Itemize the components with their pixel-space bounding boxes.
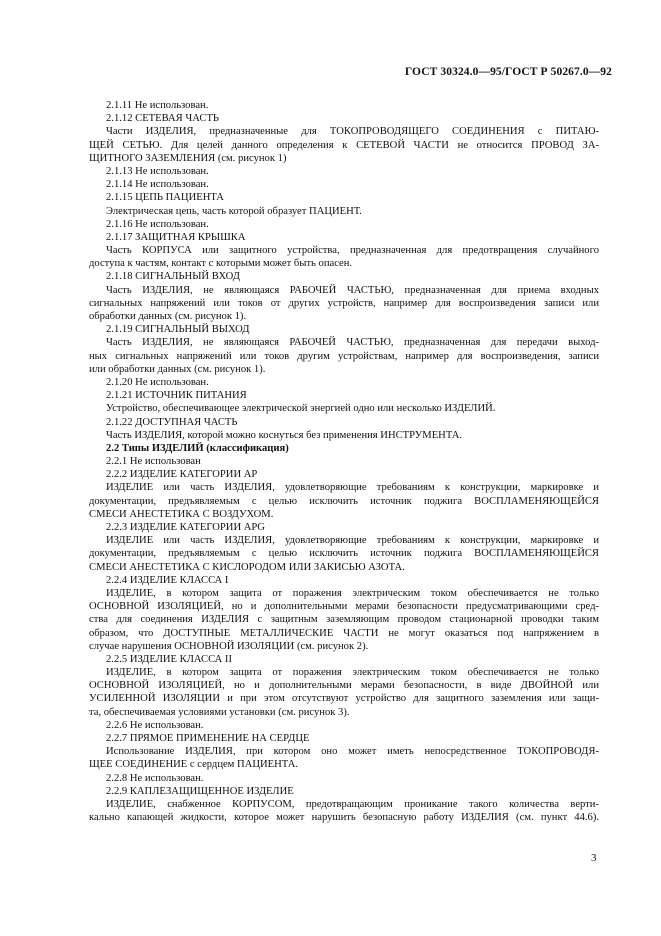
- text-line: ИЗДЕЛИЕ, снабженное КОРПУСОМ, предотвращающим проникание такого количества верти-: [106, 798, 599, 810]
- text-line: обработки данных (см. рисунок 1).: [89, 311, 247, 322]
- text-line: ИЗДЕЛИЕ, в котором защита от поражения электрическим током обеспечивается не только: [106, 587, 599, 599]
- text-line: ОСНОВНОЙ ИЗОЛЯЦИЕЙ, но и дополнительными мерами безопасности предусматривающими сред-: [89, 601, 599, 613]
- text-line: кально капающей жидкости, которое может нарушить безопасную работу ИЗДЕЛИЯ (см. пункт 44.6).: [89, 812, 599, 824]
- text-line: Часть ИЗДЕЛИЯ, не являющаяся РАБОЧЕЙ ЧАСТЬЮ, предназначенная для приема входных: [106, 284, 599, 296]
- text-line: Части ИЗДЕЛИЯ, предназначенные для ТОКОПРОВОДЯЩЕГО СОЕДИНЕНИЯ с ПИТАЮ-: [106, 126, 599, 138]
- text-line: или обработки данных (см. рисунок 1).: [89, 363, 266, 375]
- text-line: 2.1.20 Не использован.: [106, 376, 209, 388]
- text-line: ИЗДЕЛИЕ или часть ИЗДЕЛИЯ, удовлетворяющие требованиям к конструкции, маркировке и: [106, 482, 599, 494]
- text-line: Часть ИЗДЕЛИЯ, которой можно коснуться без применения ИНСТРУМЕНТА.: [106, 429, 463, 441]
- text-line: УСИЛЕННОЙ ИЗОЛЯЦИИ и при этом отсутствуют устройство для защитного заземления или защи-: [89, 693, 599, 705]
- text-line: 2.2.8 Не использован.: [106, 772, 204, 784]
- text-line: 2.2.3 ИЗДЕЛИЕ КАТЕГОРИИ APG: [106, 522, 265, 533]
- page-header: ГОСТ 30324.0—95/ГОСТ Р 50267.0—92: [404, 66, 612, 78]
- text-line: Устройство, обеспечивающее электрической энергией одно или несколько ИЗДЕЛИЙ.: [106, 403, 496, 415]
- page-number: 3: [591, 852, 597, 864]
- text-line: документации, предъявляемым с целью исключить источник поджига ВОСПЛАМЕНЯЮЩЕЙСЯ: [89, 495, 599, 507]
- text-line: ИЗДЕЛИЕ или часть ИЗДЕЛИЯ, удовлетворяющие требованиям к конструкции, маркировке и: [106, 535, 599, 547]
- text-line: Электрическая цепь, часть которой образует ПАЦИЕНТ.: [106, 205, 362, 217]
- text-line: СМЕСИ АНЕСТЕТИКА С КИСЛОРОДОМ ИЛИ ЗАКИСЬЮ АЗОТА.: [89, 561, 405, 573]
- text-line: СМЕСИ АНЕСТЕТИКА С ВОЗДУХОМ.: [89, 508, 274, 520]
- text-line: 2.2.5 ИЗДЕЛИЕ КЛАССА II: [106, 653, 232, 665]
- text-line: 2.1.21 ИСТОЧНИК ПИТАНИЯ: [106, 390, 247, 402]
- text-line: ных сигнальных напряжений или токов другим устройствам, например для воспроизведения, записи: [89, 350, 599, 362]
- text-line: Часть ИЗДЕЛИЯ, не являющаяся РАБОЧЕЙ ЧАСТЬЮ, предназначенная для передачи выход-: [106, 337, 599, 349]
- text-line: сигнальных напряжений или токов от других устройств, например для воспроизведения записи или: [89, 297, 599, 309]
- document-body: [89, 99, 599, 824]
- text-line: Использование ИЗДЕЛИЯ, при котором оно может иметь непосредственное ТОКОПРОВОДЯ-: [106, 746, 599, 758]
- text-line: 2.1.14 Не использован.: [106, 179, 209, 191]
- text-line: ОСНОВНОЙ ИЗОЛЯЦИЕЙ, но и дополнительными мерами безопасности, в виде ДВОЙНОЙ или: [89, 680, 599, 692]
- text-line: случае нарушения ОСНОВНОЙ ИЗОЛЯЦИИ (см. рисунок 2).: [89, 640, 369, 652]
- text-line: 2.1.13 Не использован.: [106, 165, 209, 177]
- text-line: 2.1.19 СИГНАЛЬНЫЙ ВЫХОД: [106, 324, 250, 336]
- text-line: ства для соединения ИЗДЕЛИЯ с защитным заземляющим проводом стационарной проводки таким: [89, 614, 599, 626]
- text-line: ЩИТНОГО ЗАЗЕМЛЕНИЯ (см. рисунок 1): [89, 152, 287, 164]
- text-line: 2.2.9 КАПЛЕЗАЩИЩЕННОЕ ИЗДЕЛИЕ: [106, 785, 294, 797]
- text-line: 2.2.4 ИЗДЕЛИЕ КЛАССА I: [106, 574, 229, 586]
- text-line: ИЗДЕЛИЕ, в котором защита от поражения электрическим током обеспечивается не только: [106, 667, 599, 679]
- text-line: документации, предъявляемым с целью исключить источник поджига ВОСПЛАМЕНЯЮЩЕЙСЯ: [89, 548, 599, 560]
- text-line: 2.2.1 Не использован: [106, 456, 201, 468]
- text-line: 2.2.6 Не использован.: [106, 719, 204, 731]
- text-line: ЩЕЙ СЕТЬЮ. Для целей данного определения к СЕТЕВОЙ ЧАСТИ не относится ПРОВОД ЗА-: [89, 139, 599, 151]
- text-line: 2.1.11 Не использован.: [106, 100, 209, 111]
- text-line: 2.1.18 СИГНАЛЬНЫЙ ВХОД: [106, 271, 240, 283]
- text-line: 2.1.12 СЕТЕВАЯ ЧАСТЬ: [106, 113, 220, 125]
- text-line: 2.1.22 ДОСТУПНАЯ ЧАСТЬ: [106, 416, 238, 428]
- text-line: 2.1.17 ЗАЩИТНАЯ КРЫШКА: [106, 231, 246, 243]
- text-line: образом, что ДОСТУПНЫЕ МЕТАЛЛИЧЕСКИЕ ЧАСТИ не могут оказаться под напряжением в: [89, 627, 599, 639]
- text-line: доступа к частям, контакт с которыми может быть опасен.: [89, 258, 353, 270]
- text-line: 2.1.15 ЦЕПЬ ПАЦИЕНТА: [106, 192, 224, 204]
- text-line: та, обеспечиваемая условиями установки (см. рисунок 3).: [89, 706, 350, 718]
- text-line: 2.2.7 ПРЯМОЕ ПРИМЕНЕНИЕ НА СЕРДЦЕ: [106, 733, 310, 744]
- text-line: Часть КОРПУСА или защитного устройства, предназначенная для предотвращения случайного: [106, 245, 599, 257]
- text-line: ЩЕЕ СОЕДИНЕНИЕ с сердцем ПАЦИЕНТА.: [89, 759, 299, 771]
- text-line: 2.2.2 ИЗДЕЛИЕ КАТЕГОРИИ АР: [106, 469, 258, 481]
- text-line: 2.2 Типы ИЗДЕЛИЙ (классификация): [106, 442, 289, 454]
- text-line: 2.1.16 Не использован.: [106, 218, 209, 230]
